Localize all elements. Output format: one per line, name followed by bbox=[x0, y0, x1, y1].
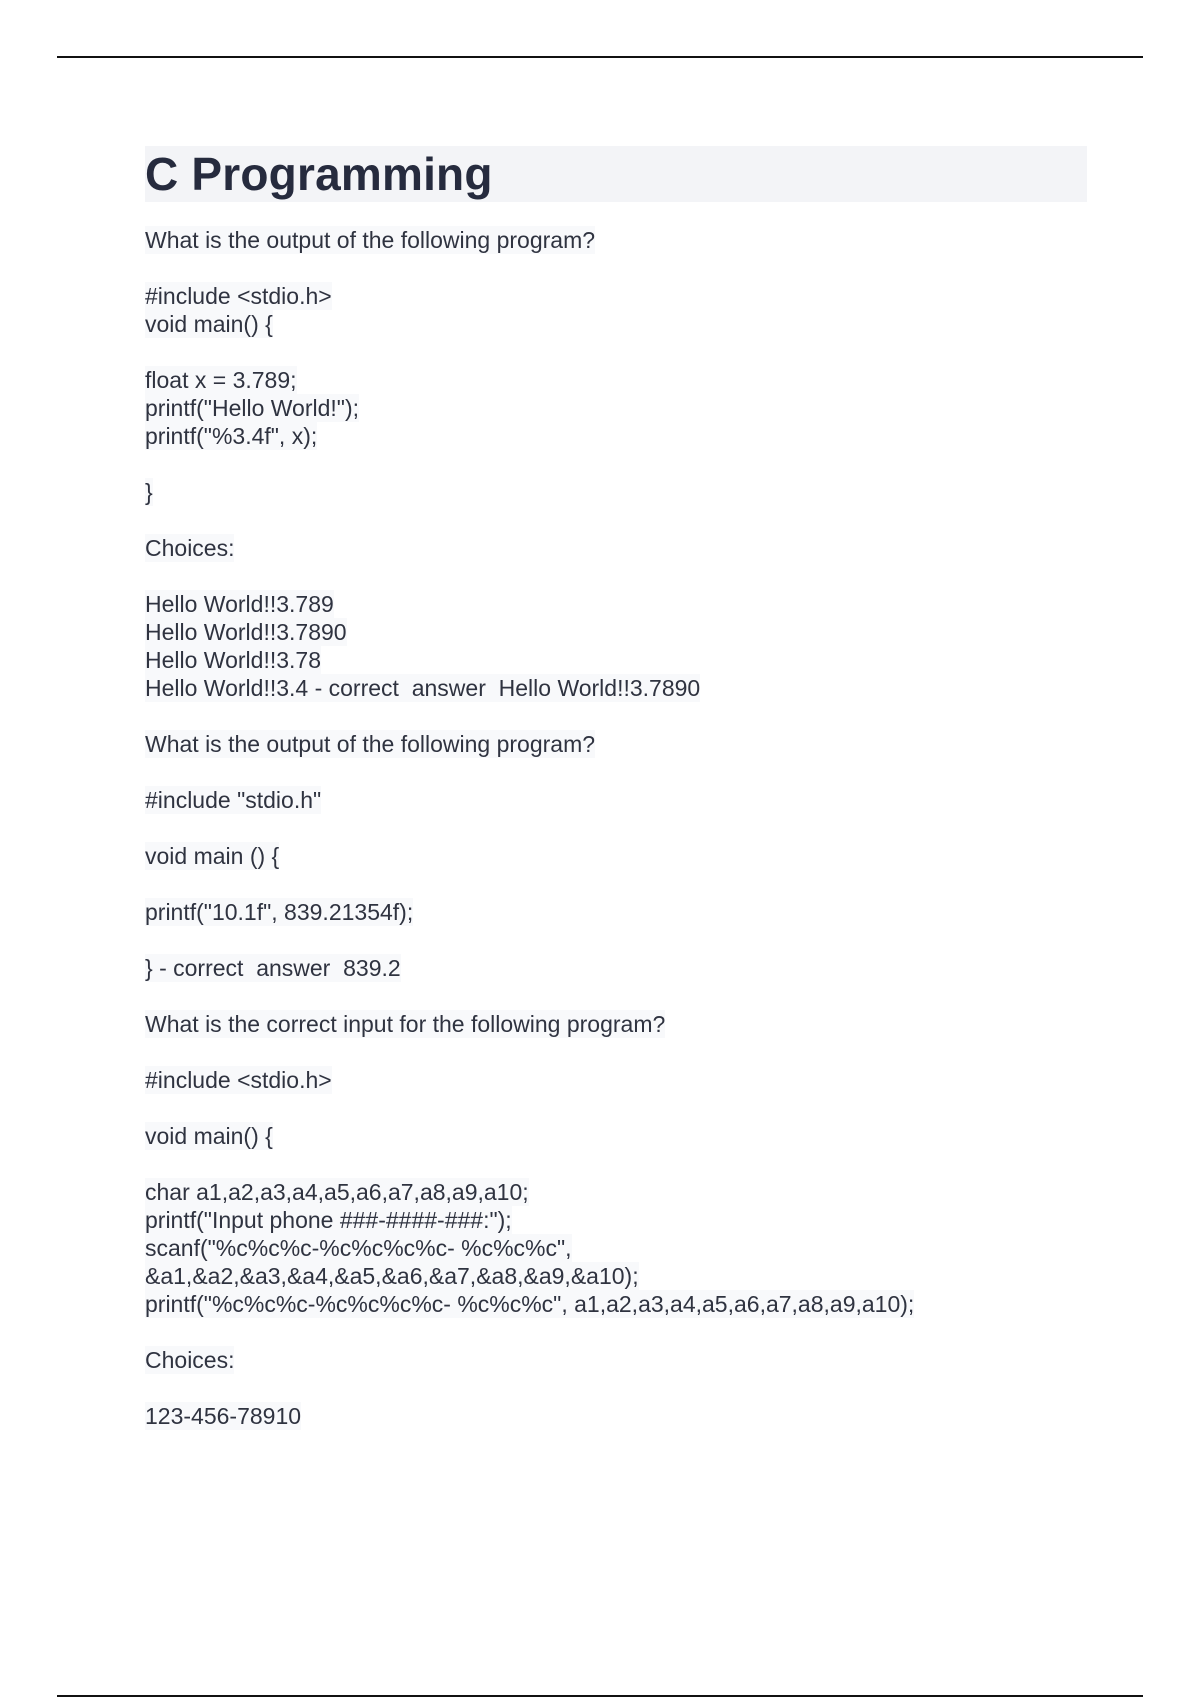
text-line: void main() { bbox=[145, 1123, 273, 1149]
text-paragraph bbox=[145, 786, 1087, 814]
text-paragraph bbox=[145, 1402, 1087, 1430]
text-line: What is the output of the following program? bbox=[145, 227, 596, 253]
title-bar bbox=[145, 146, 1087, 202]
text-paragraph bbox=[145, 730, 1087, 758]
text-paragraph bbox=[145, 366, 1087, 450]
text-line: float x = 3.789; bbox=[145, 367, 297, 393]
text-line: void main() { bbox=[145, 311, 273, 337]
text-line: &a1,&a2,&a3,&a4,&a5,&a6,&a7,&a8,&a9,&a10); bbox=[145, 1263, 639, 1289]
text-line: void main () { bbox=[145, 843, 280, 869]
document-title: C Programming bbox=[145, 148, 493, 200]
text-line: printf("%3.4f", x); bbox=[145, 423, 318, 449]
text-paragraph bbox=[145, 954, 1087, 982]
text-line: printf("%c%c%c-%c%c%c%c- %c%c%c", a1,a2,a3,a4,a5,a6,a7,a8,a9,a10); bbox=[145, 1291, 915, 1317]
text-paragraph bbox=[145, 1066, 1087, 1094]
text-line: Choices: bbox=[145, 1347, 235, 1373]
text-paragraph bbox=[145, 534, 1087, 562]
text-line: #include <stdio.h> bbox=[145, 1067, 332, 1093]
text-line: #include <stdio.h> bbox=[145, 283, 332, 309]
text-line: Choices: bbox=[145, 535, 235, 561]
text-paragraph bbox=[145, 842, 1087, 870]
top-rule bbox=[57, 56, 1143, 58]
text-line: printf("10.1f", 839.21354f); bbox=[145, 899, 414, 925]
text-paragraph bbox=[145, 282, 1087, 338]
text-line: printf("Input phone ###-####-###:"); bbox=[145, 1207, 512, 1233]
text-line: 123-456-78910 bbox=[145, 1403, 302, 1429]
text-line: } - correct answer 839.2 bbox=[145, 955, 401, 981]
text-paragraph bbox=[145, 1346, 1087, 1374]
text-paragraph bbox=[145, 898, 1087, 926]
bottom-rule bbox=[57, 1695, 1143, 1697]
text-paragraph bbox=[145, 226, 1087, 254]
text-line: Hello World!!3.4 - correct answer Hello World!!3.7890 bbox=[145, 675, 701, 701]
text-paragraph bbox=[145, 590, 1087, 702]
text-paragraph bbox=[145, 1178, 1087, 1318]
document-body bbox=[145, 146, 1087, 1458]
text-line: scanf("%c%c%c-%c%c%c%c- %c%c%c", bbox=[145, 1235, 572, 1261]
text-line: Hello World!!3.7890 bbox=[145, 619, 347, 645]
text-paragraph bbox=[145, 478, 1087, 506]
text-line: printf("Hello World!"); bbox=[145, 395, 360, 421]
text-line: char a1,a2,a3,a4,a5,a6,a7,a8,a9,a10; bbox=[145, 1179, 529, 1205]
text-line: What is the correct input for the following program? bbox=[145, 1011, 666, 1037]
text-line: #include "stdio.h" bbox=[145, 787, 322, 813]
question-content bbox=[145, 226, 1087, 1430]
text-line: Hello World!!3.789 bbox=[145, 591, 334, 617]
text-paragraph bbox=[145, 1122, 1087, 1150]
text-paragraph bbox=[145, 1010, 1087, 1038]
text-line: Hello World!!3.78 bbox=[145, 647, 321, 673]
text-line: What is the output of the following program? bbox=[145, 731, 596, 757]
text-line: } bbox=[145, 479, 153, 505]
